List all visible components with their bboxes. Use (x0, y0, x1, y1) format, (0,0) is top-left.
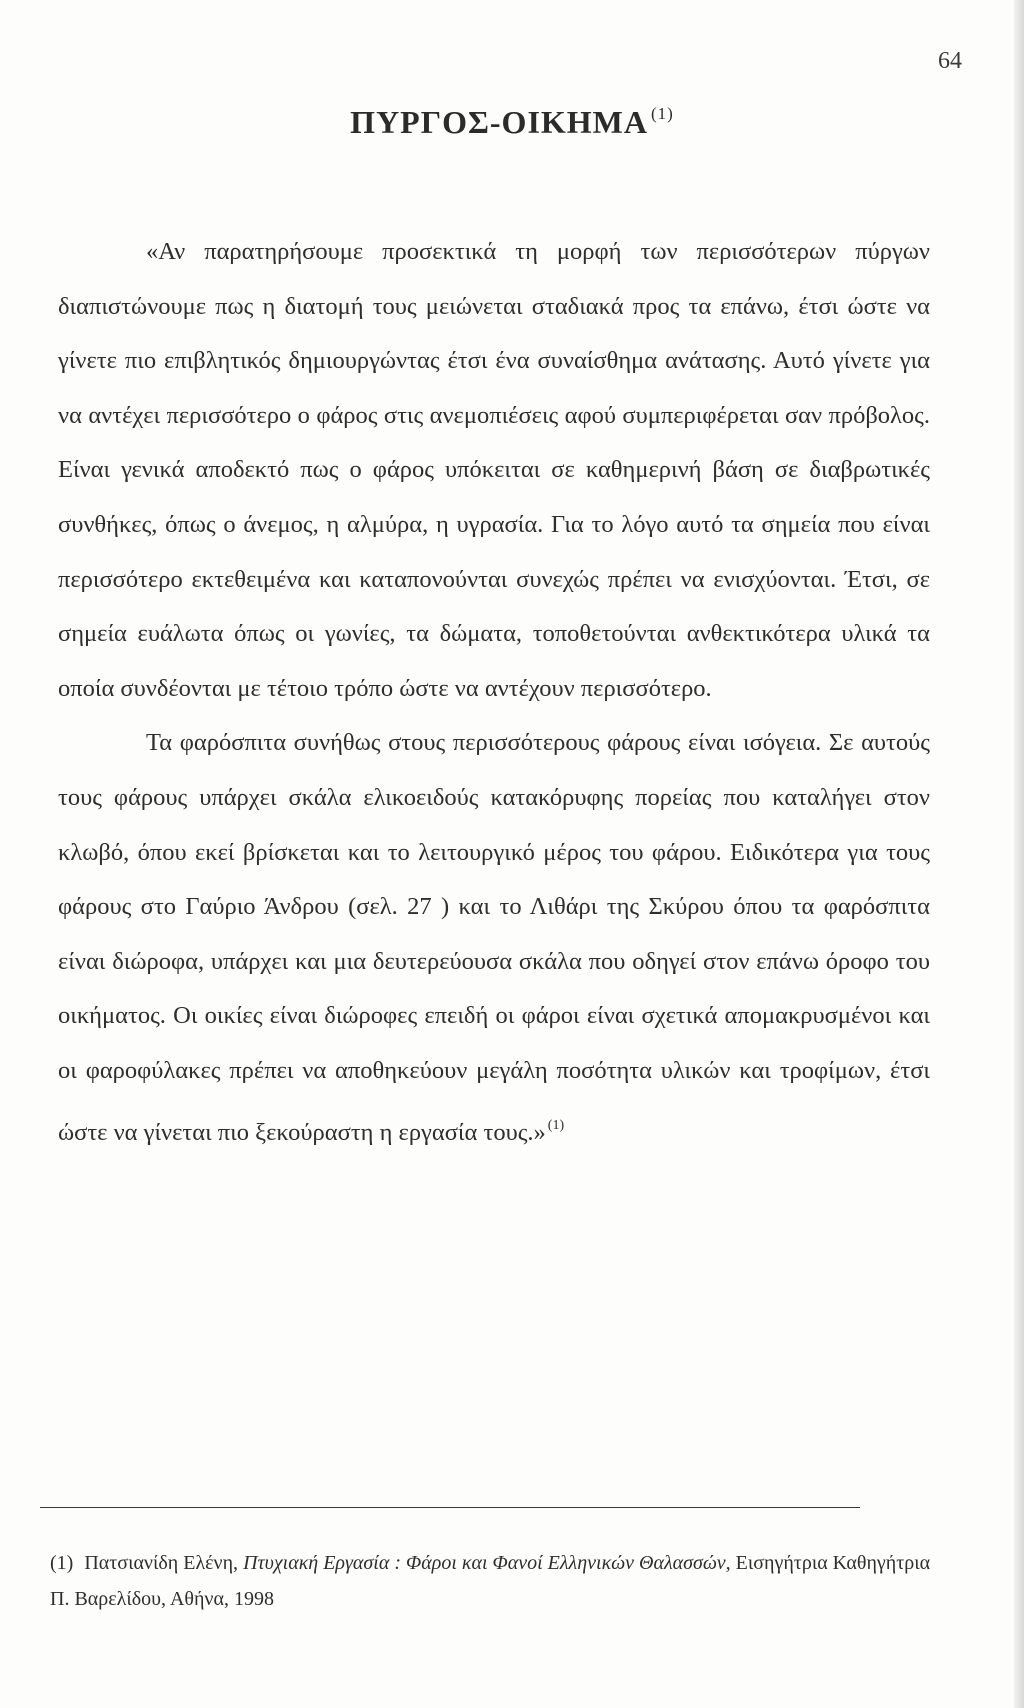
title-footnote-ref: (1) (650, 104, 674, 123)
page-title (0, 104, 1024, 141)
paragraph-2-footnote-ref: (1) (547, 1117, 565, 1133)
page-title-text: ΠΥΡΓΟΣ-ΟΙΚΗΜΑ (350, 104, 648, 140)
footnote-author: Πατσιανίδη Ελένη, (84, 1552, 239, 1574)
paragraph-2 (58, 716, 930, 1160)
footnote-title: Πτυχιακή Εργασία : Φάροι και Φανοί Ελληνικών Θαλασσών, (243, 1552, 731, 1574)
footnote-divider (40, 1507, 860, 1508)
footnote (50, 1545, 950, 1617)
paragraph-2-text: Τα φαρόσπιτα συνήθως στους περισσότερους φάρους είναι ισόγεια. Σε αυτούς τους φάρους υπάρχει σκάλα ελικοειδούς κατακόρυφης πορείας που καταλήγει στον κλωβό, όπου εκεί βρίσκεται και το λειτουργικό μέρος του φάρου. Ειδικότερα για τους φάρους στο Γαύριο Άνδρου (σελ. 27 ) και το Λιθάρι της Σκύρου όπου τα φαρόσπιτα είναι διώροφα, υπάρχει και μια δευτερεύουσα σκάλα που οδηγεί στον επάνω όροφο του οικήματος. Οι οικίες είναι διώροφες επειδή οι φάροι είναι σχετικά απομακρυσμένοι και οι φαροφύλακες πρέπει να αποθηκεύουν μεγάλη ποσότητα υλικών και τροφίμων, έτσι ώστε να γίνεται πιο ξεκούραστη η εργασία τους.» (58, 729, 930, 1146)
footnote-number: (1) (50, 1552, 74, 1574)
page-edge-shadow (1014, 0, 1024, 1708)
paragraph-1: «Αν παρατηρήσουμε προσεκτικά τη μορφή των περισσότερων πύργων διαπιστώνουμε πως η διατομή τους μειώνεται σταδιακά προς τα επάνω, έτσι ώστε να γίνετε πιο επιβλητικός δημιουργώντας έτσι ένα συναίσθημα ανάτασης. Αυτό γίνετε για να αντέχει περισσότερο ο φάρος στις ανεμοπιέσεις αφού συμπεριφέρεται σαν πρόβολος. Είναι γενικά αποδεκτό πως ο φάρος υπόκειται σε καθημερινή βάση σε διαβρωτικές συνθήκες, όπως ο άνεμος, η αλμύρα, η υγρασία. Για το λόγο αυτό τα σημεία που είναι περισσότερο εκτεθειμένα και καταπονούνται συνεχώς πρέπει να ενισχύονται. Έτσι, σε σημεία ευάλωτα όπως οι γωνίες, τα δώματα, τοποθετούνται ανθεκτικότερα υλικά τα οποία συνδέονται με τέτοιο τρόπο ώστε να αντέχουν περισσότερο. (58, 238, 930, 702)
body-text (58, 225, 930, 1160)
page-number: 64 (938, 48, 962, 74)
footnote-details: Εισηγήτρια Καθηγήτρια Π. Βαρελίδου, Αθήνα, 1998 (50, 1552, 931, 1610)
